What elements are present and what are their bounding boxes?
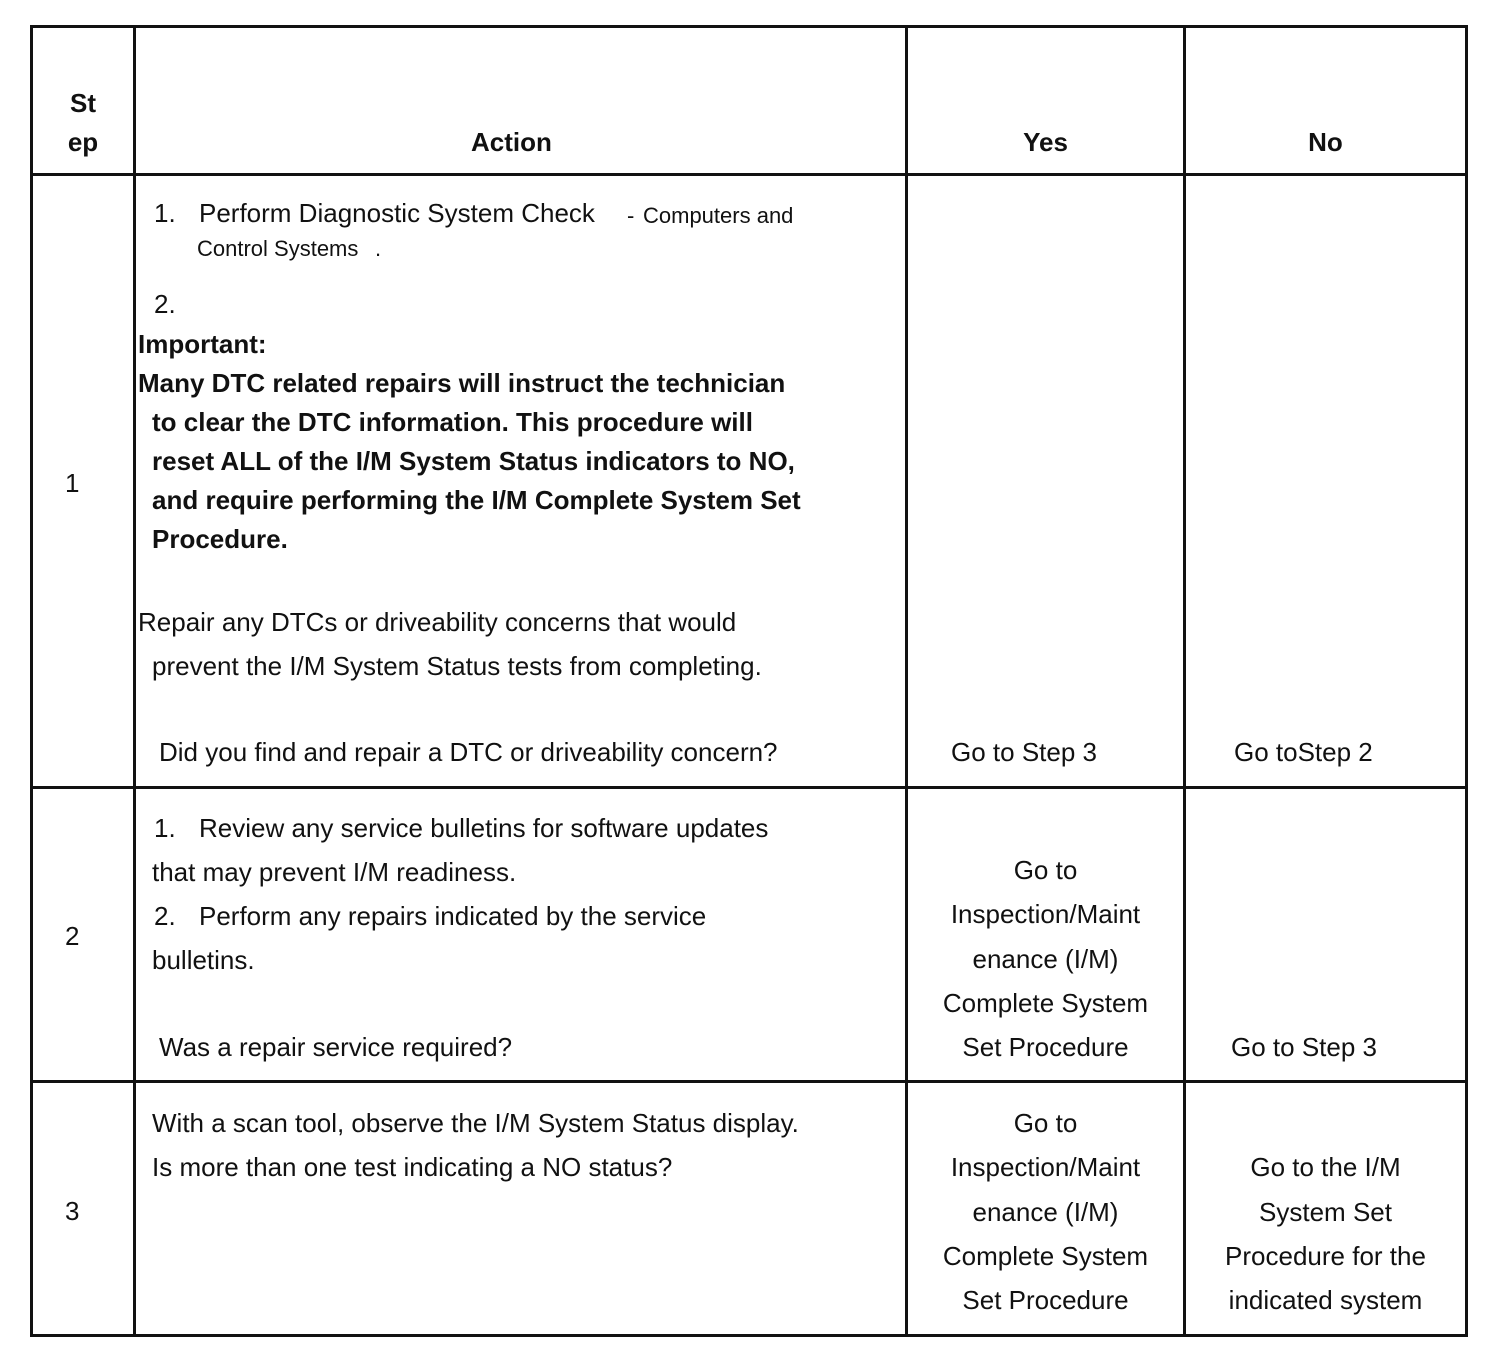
step-number: 1	[65, 468, 80, 498]
no-cell	[1185, 175, 1467, 788]
action-text: bulletins.	[152, 945, 255, 975]
yes-result: Go to Step 3	[951, 737, 1097, 767]
yes-cell	[907, 1082, 1185, 1336]
action-text: With a scan tool, observe the I/M System Status display.	[152, 1108, 799, 1138]
step-number: 2	[65, 921, 80, 951]
action-text: -	[627, 203, 635, 228]
yes-result-line: Set Procedure	[962, 1285, 1129, 1315]
diagnostic-table	[30, 25, 1468, 1337]
header-action-label: Action	[471, 127, 552, 157]
action-text: .	[375, 236, 382, 261]
table-row	[32, 175, 1467, 788]
action-link-text: Computers and	[643, 203, 794, 228]
header-yes-label: Yes	[1023, 127, 1068, 157]
header-step-line1: St	[70, 88, 96, 118]
yes-result-line: enance (I/M)	[972, 1197, 1119, 1227]
list-number: 1.	[154, 813, 176, 843]
important-text: to clear the DTC information. This procedure will	[152, 407, 753, 437]
no-result-line: Go to the I/M	[1250, 1152, 1401, 1182]
table-row	[32, 1082, 1467, 1336]
yes-cell	[907, 788, 1185, 1082]
no-cell	[1185, 1082, 1467, 1336]
yes-result-line: Complete System	[942, 988, 1149, 1018]
important-text: and require performing the I/M Complete System Set	[152, 485, 801, 515]
action-text: prevent the I/M System Status tests from completing.	[152, 651, 762, 681]
list-number: 1.	[154, 198, 176, 228]
header-action	[135, 27, 907, 175]
yes-result-line: Go to	[1013, 855, 1078, 885]
yes-result-line: enance (I/M)	[972, 944, 1119, 974]
header-step-line2: ep	[67, 127, 99, 157]
list-number: 2.	[154, 901, 176, 931]
header-step	[32, 27, 135, 175]
question-text: Did you find and repair a DTC or driveability concern?	[159, 737, 778, 767]
step-number: 3	[65, 1196, 80, 1226]
step-cell	[32, 788, 135, 1082]
yes-result-line: Complete System	[942, 1241, 1149, 1271]
no-result-line: System Set	[1259, 1197, 1392, 1227]
table-row	[32, 788, 1467, 1082]
no-cell	[1185, 788, 1467, 1082]
important-text: Procedure.	[152, 524, 288, 554]
no-result-line: indicated system	[1228, 1285, 1423, 1315]
action-text: Perform Diagnostic System Check	[199, 198, 595, 228]
header-yes	[907, 27, 1185, 175]
no-result-line: Procedure for the	[1225, 1241, 1426, 1271]
list-number: 2.	[154, 289, 176, 319]
header-no	[1185, 27, 1467, 175]
important-label: Important:	[138, 329, 267, 359]
header-no-label: No	[1308, 127, 1343, 157]
question-text: Is more than one test indicating a NO status?	[152, 1152, 673, 1182]
action-cell	[135, 175, 907, 788]
action-cell	[135, 1082, 907, 1336]
action-text: Perform any repairs indicated by the service	[199, 901, 707, 931]
action-link-text: Control Systems	[197, 236, 359, 261]
yes-result-line: Set Procedure	[962, 1032, 1129, 1062]
no-result: Go to Step 3	[1231, 1032, 1377, 1062]
yes-result-line: Inspection/Maint	[950, 899, 1141, 929]
table-header-row	[32, 27, 1467, 175]
step-cell	[32, 1082, 135, 1336]
yes-result-line: Inspection/Maint	[950, 1152, 1141, 1182]
question-text: Was a repair service required?	[159, 1032, 513, 1062]
action-text: that may prevent I/M readiness.	[152, 857, 517, 887]
no-result: Go toStep 2	[1234, 737, 1373, 767]
yes-cell	[907, 175, 1185, 788]
action-text: Review any service bulletins for software updates	[199, 813, 769, 843]
action-text: Repair any DTCs or driveability concerns that would	[138, 607, 737, 637]
important-text: Many DTC related repairs will instruct the technician	[138, 368, 786, 398]
action-cell	[135, 788, 907, 1082]
yes-result-line: Go to	[1013, 1108, 1078, 1138]
step-cell	[32, 175, 135, 788]
important-text: reset ALL of the I/M System Status indicators to NO,	[152, 446, 795, 476]
